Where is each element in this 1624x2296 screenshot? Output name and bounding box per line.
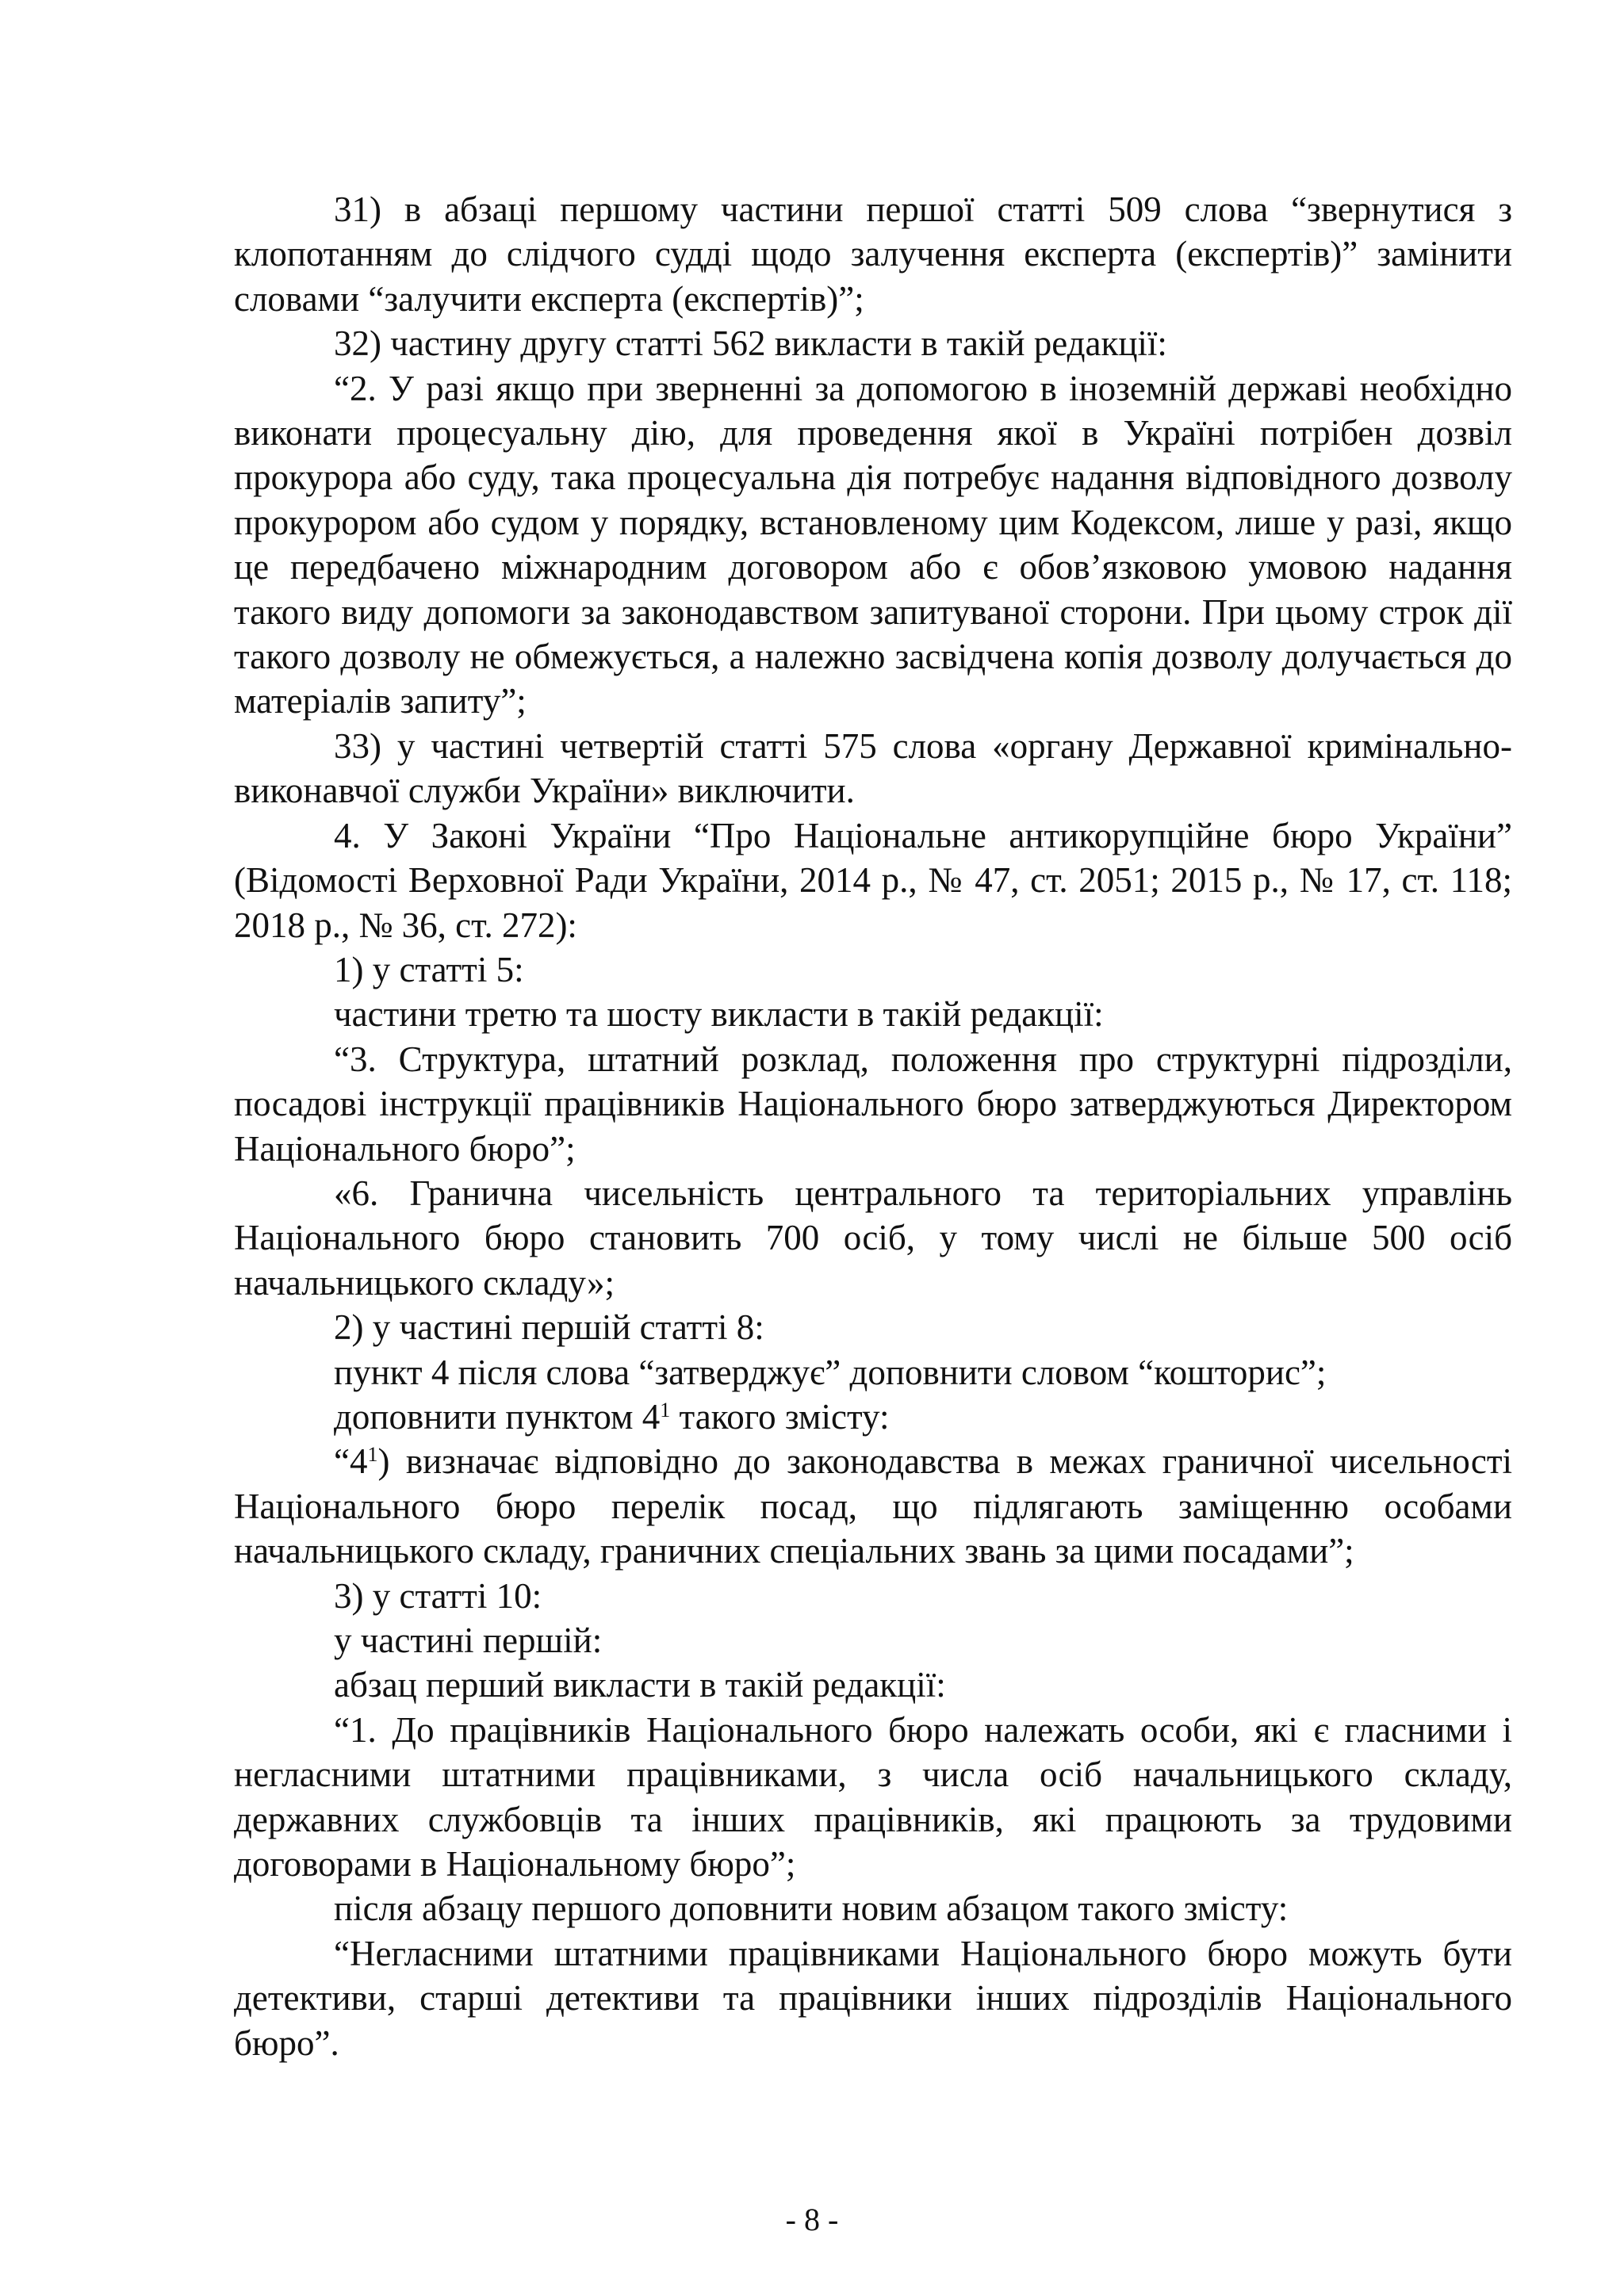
paragraph-subitem-1: 1) у статті 5: [334,949,524,989]
quoted-point-4-1 [234,1439,1512,1573]
paragraph-item-32: 32) частину другу статті 562 викласти в такій редакції: [334,323,1167,364]
text-before-superscript: доповнити пунктом 4 [334,1396,661,1437]
paragraph-item-31: 31) в абзаці першому частини першої статті 509 слова “звернутися з клопотанням до слідчого судді щодо залучення експерта (експертів)” замінити словами “залучити експерта (експертів)”; [234,189,1512,319]
paragraph-parts-three-six: частини третю та шосту викласти в такій редакції: [334,994,1104,1035]
paragraph-subitem-3: 3) у статті 10: [334,1575,542,1616]
quoted-part-3: “3. Структура, штатний розклад, положення про структурні підрозділи, посадові інструкції працівників Національного бюро затверджуються Директором Національного бюро”; [234,1039,1512,1169]
text-after-superscript: такого змісту: [670,1396,890,1437]
paragraph-part-one: у частині першій: [334,1621,603,1660]
superscript: 1 [660,1398,671,1422]
page-number: - 8 - [785,2202,839,2237]
paragraph-add-point-4-1 [234,1395,1512,1439]
paragraph-item-33: 33) у частині четвертій статті 575 слова «органу Державної кримінально-виконавчої служби України» виключити. [234,725,1512,811]
quoted-new-abzac: “Негласними штатними працівниками Національного бюро можуть бути детективи, старші детективи та працівники інших підрозділів Національного бюро”. [234,1933,1512,2063]
paragraph-add-abzac: після абзацу першого доповнити новим абзацом такого змісту: [334,1888,1289,1929]
paragraph-first-abzac: абзац перший викласти в такій редакції: [334,1665,946,1705]
paragraph-subitem-2: 2) у частині першій статті 8: [334,1307,764,1348]
quoted-part-6: «6. Гранична чисельність центрального та територіальних управлінь Національного бюро становить 700 осіб, у тому числі не більше 500 осіб начальницького складу»; [234,1173,1512,1303]
paragraph-point-4: пункт 4 після слова “затверджує” доповнити словом “кошторис”; [334,1352,1327,1392]
document-body [234,187,1512,2065]
superscript: 1 [367,1443,378,1467]
quoted-amendment-article-562: “2. У разі якщо при зверненні за допомогою в іноземній державі необхідно виконати процесуальну дію, для проведення якої в Україні потрібен дозвіл прокурора або суду, така процесуальна дія потребує надання відповідного дозволу прокурором або судом у порядку, встановленому цим Кодексом, лише у разі, якщо це передбачено міжнародним договором або є обов’язковою умовою надання такого виду допомоги за законодавством запитуваної сторони. При цьому строк дії такого дозволу не обмежується, а належно засвідчена копія дозволу долучається до матеріалів запиту”; [234,368,1512,721]
text-after-superscript: ) визначає відповідно до законодавства в межах граничної чисельності Національного бюро перелік посад, що підлягають заміщенню особами начальницького складу, граничних спеціальних звань за цими посадами”; [234,1441,1512,1571]
paragraph-law-nabu: 4. У Законі України “Про Національне антикорупційне бюро України” (Відомості Верховної Ради України, 2014 р., № 47, ст. 2051; 2015 р., № 17, ст. 118; 2018 р., № 36, ст. 272): [234,815,1512,945]
quoted-part-1: “1. До працівників Національного бюро належать особи, які є гласними і негласними штатними працівниками, з числа осіб начальницького складу, державних службовців та інших працівників, які працюють за трудовими договорами в Національному бюро”; [234,1709,1512,1885]
text-before-superscript: “4 [334,1441,368,1482]
